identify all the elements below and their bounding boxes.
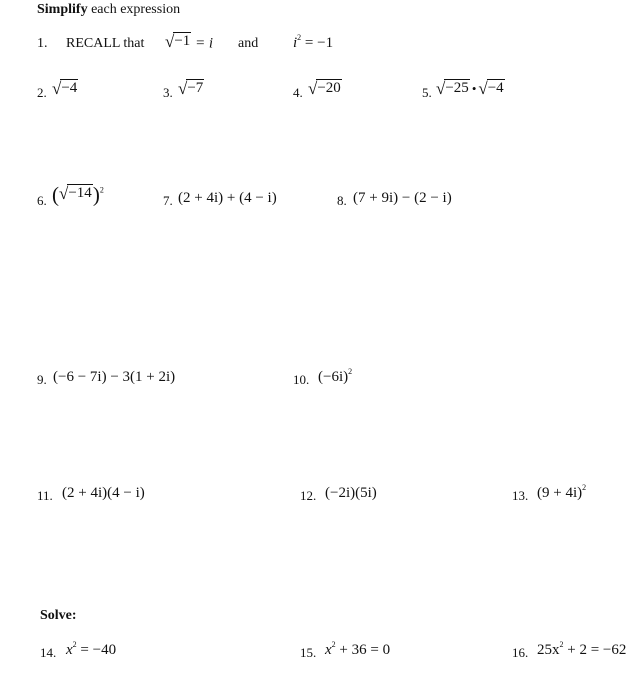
recall-sqrt-identity [165,32,213,52]
problem-8-number: 8. [337,193,347,208]
problem-7-number: 7. [163,193,173,208]
problem-15-number: 15. [300,645,317,660]
problem-4-expression: √ −20 [308,79,341,99]
problem-14-equation: $x^2 = -40$ [66,640,117,658]
problem-10-number: 10. [293,372,310,387]
problem-3-number: 3. [163,85,173,100]
problem-5-expression: √ −25 • √ −4 [436,79,504,99]
sqrt-minus-one: √ −1 [165,32,191,52]
problem-6-expression: ( √ −14 )$^2$ [52,182,104,207]
recall-equals-i: = i [191,35,214,52]
problem-9-number: 9. [37,372,47,387]
heading-bold: Simplify [37,2,88,17]
problem-6-number: 6. [37,193,47,208]
solve-heading: Solve: [40,608,77,623]
problem-16-equation: $25x^2 + 2 = -62$ [537,640,627,658]
problem-8-expression: (7 + 9i) − (2 − i) [353,190,452,206]
problem-2-number: 2. [37,85,47,100]
recall-i-squared: $i^2 = -1$ [293,33,334,51]
recall-and: and [238,36,259,51]
problem-11-number: 11. [37,488,53,503]
heading-rest: each expression [87,2,181,17]
problem-16-number: 16. [512,645,529,660]
problem-11-expression: (2 + 4i)(4 − i) [62,485,145,501]
problem-2-expression: √ −4 [52,79,78,99]
worksheet-heading [37,2,180,18]
problem-14-number: 14. [40,645,57,660]
problem-12-expression: (−2i)(5i) [325,485,377,501]
problem-7-expression: (2 + 4i) + (4 − i) [178,190,277,206]
problem-13-expression: $(9 + 4i)^2$ [537,483,587,501]
problem-5-number: 5. [422,85,432,100]
problem-15-equation: $x^2 + 36 = 0$ [325,640,391,658]
problem-4-number: 4. [293,85,303,100]
problem-1-number: 1. [37,36,48,51]
problem-13-number: 13. [512,488,529,503]
recall-label: RECALL that [66,36,145,51]
problem-12-number: 12. [300,488,317,503]
problem-10-expression: $(-6i)^2$ [318,367,353,385]
problem-9-expression: (−6 − 7i) − 3(1 + 2i) [53,369,176,385]
problem-3-expression: √ −7 [178,79,204,99]
